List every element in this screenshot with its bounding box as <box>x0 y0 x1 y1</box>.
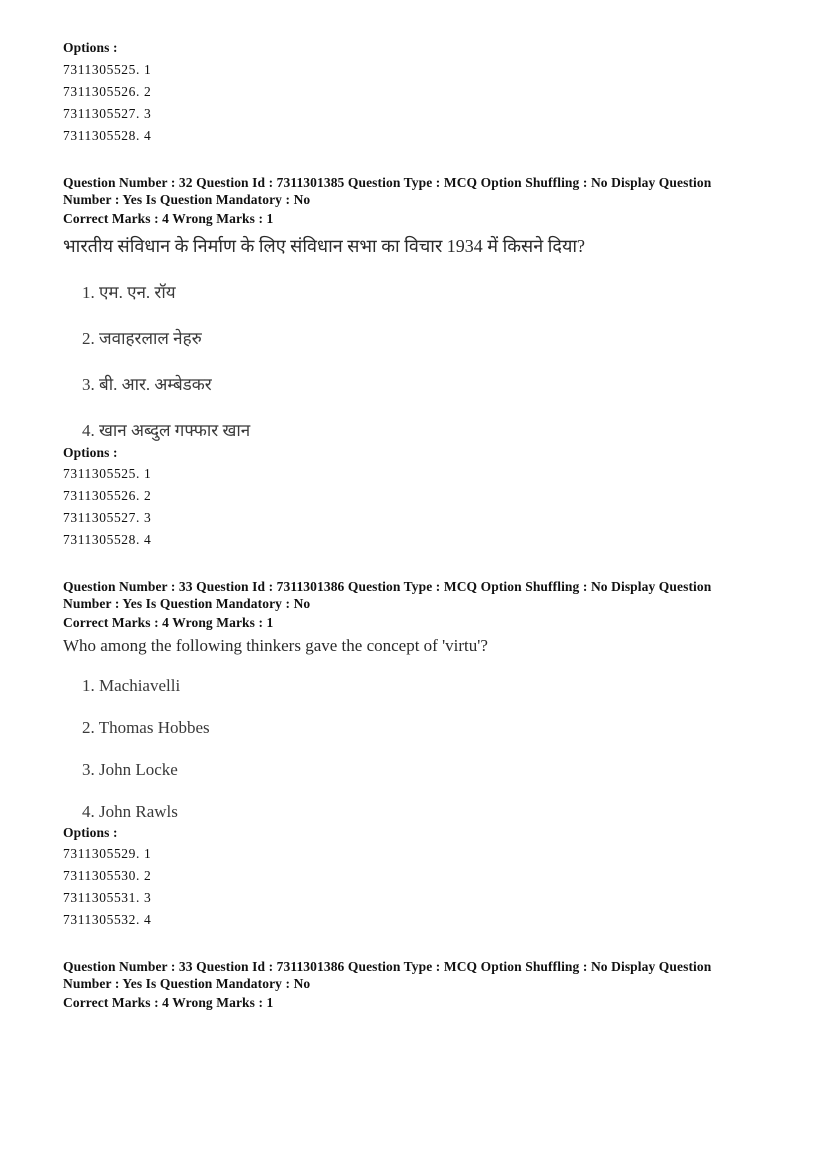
option-code: 7311305530. 2 <box>63 868 152 883</box>
option-code: 7311305532. 4 <box>63 912 152 927</box>
answer-choice: 1. एम. एन. रॉय <box>82 283 176 302</box>
option-code: 7311305526. 2 <box>63 488 152 503</box>
question-meta-line: Number : Yes Is Question Mandatory : No <box>63 192 311 207</box>
question-marks: Correct Marks : 4 Wrong Marks : 1 <box>63 995 274 1010</box>
question-meta-line: Number : Yes Is Question Mandatory : No <box>63 596 311 611</box>
options-label: Options : <box>63 40 118 55</box>
question-meta-line: Question Number : 33 Question Id : 7311301386 Question Type : MCQ Option Shuffling : No Display Question <box>63 579 712 594</box>
answer-choice: 2. जवाहरलाल नेहरु <box>82 329 202 348</box>
question-meta-line: Number : Yes Is Question Mandatory : No <box>63 976 311 991</box>
answer-choice: 4. John Rawls <box>82 802 178 821</box>
option-code: 7311305527. 3 <box>63 510 152 525</box>
option-code: 7311305528. 4 <box>63 532 152 547</box>
answer-choice: 4. खान अब्दुल गफ्फार खान <box>82 421 251 440</box>
answer-choice: 2. Thomas Hobbes <box>82 718 210 737</box>
question-text: Who among the following thinkers gave the concept of 'virtu'? <box>63 636 488 655</box>
question-text: भारतीय संविधान के निर्माण के लिए संविधान सभा का विचार 1934 में किसने दिया? <box>63 236 586 256</box>
question-marks: Correct Marks : 4 Wrong Marks : 1 <box>63 211 274 226</box>
answer-choice: 1. Machiavelli <box>82 676 181 695</box>
options-label: Options : <box>63 445 118 460</box>
answer-choice: 3. John Locke <box>82 760 178 779</box>
option-code: 7311305529. 1 <box>63 846 152 861</box>
question-marks: Correct Marks : 4 Wrong Marks : 1 <box>63 615 274 630</box>
question-meta-line: Question Number : 32 Question Id : 7311301385 Question Type : MCQ Option Shuffling : No Display Question <box>63 175 712 190</box>
question-meta-line: Question Number : 33 Question Id : 7311301386 Question Type : MCQ Option Shuffling : No Display Question <box>63 959 712 974</box>
option-code: 7311305525. 1 <box>63 466 152 481</box>
option-code: 7311305525. 1 <box>63 62 152 77</box>
option-code: 7311305526. 2 <box>63 84 152 99</box>
answer-choice: 3. बी. आर. अम्बेडकर <box>82 375 212 394</box>
options-label: Options : <box>63 825 118 840</box>
option-code: 7311305531. 3 <box>63 890 152 905</box>
option-code: 7311305527. 3 <box>63 106 152 121</box>
option-code: 7311305528. 4 <box>63 128 152 143</box>
